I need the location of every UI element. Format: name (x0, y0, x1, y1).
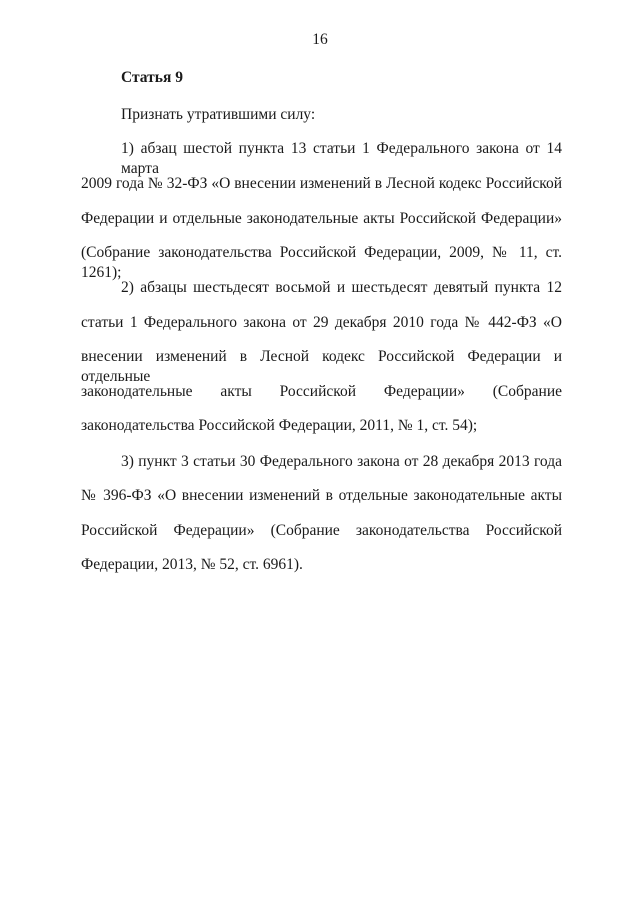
item-1-line-4: (Собрание законодательства Российской Федерации, 2009, № 11, ст. 1261); (81, 244, 562, 281)
item-3-line-4: Федерации, 2013, № 52, ст. 6961). (81, 556, 303, 573)
item-3-line-1: 3) пункт 3 статьи 30 Федерального закона от 28 декабря 2013 года (121, 453, 562, 470)
item-3-line-3: Российской Федерации» (Собрание законодательства Российской (81, 522, 562, 539)
item-2-line-4: законодательные акты Российской Федерации» (Собрание (81, 383, 562, 400)
item-2-line-3: внесении изменений в Лесной кодекс Российской Федерации и отдельные (81, 348, 562, 385)
article-intro: Признать утратившими силу: (121, 106, 316, 123)
page-number: 16 (312, 31, 328, 48)
item-1-line-2: 2009 года № 32-ФЗ «О внесении изменений в Лесной кодекс Российской (81, 175, 562, 192)
item-3-line-2: № 396-ФЗ «О внесении изменений в отдельные законодательные акты (81, 487, 562, 504)
item-2-line-2: статьи 1 Федерального закона от 29 декабря 2010 года № 442-ФЗ «О (81, 314, 562, 331)
item-1-line-3: Федерации и отдельные законодательные акты Российской Федерации» (81, 210, 562, 227)
article-title: Статья 9 (121, 69, 183, 86)
item-2-line-1: 2) абзацы шестьдесят восьмой и шестьдесят девятый пункта 12 (121, 279, 562, 296)
item-2-line-5: законодательства Российской Федерации, 2011, № 1, ст. 54); (81, 417, 478, 434)
item-1-line-1: 1) абзац шестой пункта 13 статьи 1 Федерального закона от 14 марта (121, 140, 562, 177)
